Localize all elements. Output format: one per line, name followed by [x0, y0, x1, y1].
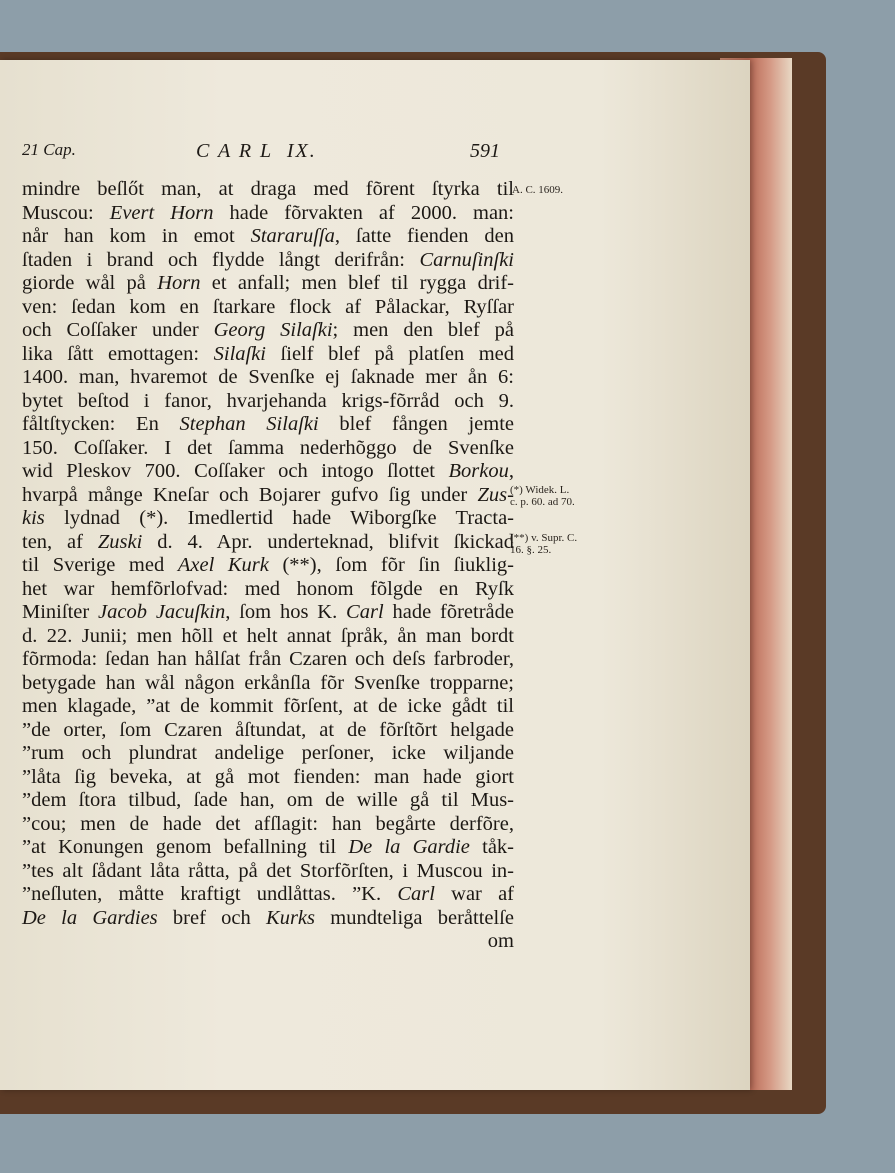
text-line — [22, 484, 514, 508]
text-segment: blef fången jemte — [318, 413, 514, 435]
text-segment: betygade han wål någon erkånſla fõr Svenſke tropparne; — [22, 671, 514, 694]
text-line — [22, 225, 514, 249]
margin-note-text: A. C. 1609. — [512, 184, 564, 196]
body-text — [22, 178, 514, 954]
text-segment: hade fõrvakten af 2000. man: — [213, 201, 514, 224]
italic-text: De la Gardie — [348, 836, 470, 858]
text-segment: war af — [434, 883, 514, 905]
text-segment: mindre beſlőt man, at draga med fõrent ſtyrka til — [22, 178, 514, 200]
text-line — [22, 437, 514, 461]
text-segment: Miniſter — [22, 601, 99, 623]
text-segment: fõrmoda: ſedan han hålſat från Czaren och deſs farbroder, — [22, 648, 514, 670]
page-number: 591 — [470, 140, 500, 162]
text-line — [22, 836, 514, 860]
italic-text: De la Gardies — [22, 906, 158, 929]
text-segment: om — [487, 930, 514, 952]
text-segment: bref och — [157, 906, 267, 929]
text-segment: Muscou: — [22, 201, 110, 224]
text-line — [22, 719, 514, 743]
text-segment: hvarpå månge Kneſar och Bojarer gufvo ſig under — [22, 483, 478, 506]
italic-text: Zus- — [477, 483, 514, 506]
italic-text: Stararuſſa — [250, 225, 335, 247]
text-line — [22, 578, 514, 602]
text-line — [22, 625, 514, 649]
italic-text: Stephan Silaſki — [179, 413, 319, 435]
text-segment: et anfall; men blef til rygga drif- — [200, 272, 514, 294]
text-segment: lika ſått emottagen: — [22, 342, 214, 365]
text-line — [22, 343, 514, 367]
text-line — [22, 742, 514, 766]
text-segment: giorde wål på — [22, 272, 158, 294]
text-segment: tåk- — [469, 836, 514, 858]
italic-text: Carl — [397, 883, 435, 905]
italic-text: Borkou — [448, 460, 509, 482]
running-title: C A R L IX. — [196, 140, 317, 162]
text-segment: ”de orter, ſom Czaren åſtundat, at de fõrſtõrt helgade — [22, 718, 514, 741]
margin-note-footnote-2 — [510, 532, 577, 556]
margin-note-text: (**) v. Supr. C. — [510, 532, 578, 544]
text-segment: fåltſtycken: En — [22, 413, 180, 435]
text-line — [22, 789, 514, 813]
italic-text: Axel Kurk — [177, 554, 269, 576]
chapter-label: 21 Cap. — [22, 140, 76, 159]
text-segment: ; men den blef på — [332, 319, 514, 341]
text-segment: ”låta ſig beveka, at gå mot fienden: man hade giort — [22, 765, 514, 788]
text-line — [22, 860, 514, 884]
text-segment: mundteliga beråttelſe — [315, 906, 514, 929]
text-line — [22, 178, 514, 202]
text-line — [22, 272, 514, 296]
text-segment: d. 4. Apr. underteknad, blifvit ſkickad — [142, 530, 514, 553]
margin-note-text: (*) Widek. L. — [510, 484, 570, 496]
text-line — [22, 601, 514, 625]
text-segment: ”rum och plundrat andelige perſoner, icke wiljande — [22, 742, 514, 764]
text-segment: lydnad (*). Imedlertid hade Wiborgſke Tracta- — [44, 507, 514, 529]
text-segment: 150. Coſſaker. I det ſamma nederhõggo de Svenſke — [22, 436, 514, 459]
italic-text: Silaſki — [213, 342, 267, 365]
italic-text: Horn — [157, 272, 201, 294]
text-line — [22, 390, 514, 414]
italic-text: Carnuſinſki — [419, 248, 514, 271]
text-segment: til Sverige med — [22, 554, 178, 576]
text-line — [22, 319, 514, 343]
text-segment: wid Pleskov 700. Coſſaker och intogo ſlottet — [22, 460, 449, 482]
text-segment: (**), ſom fõr ſin ſiuklig- — [268, 554, 514, 576]
text-line — [22, 249, 514, 273]
italic-text: Jacob Jacuſkin — [98, 601, 226, 623]
text-line — [22, 554, 514, 578]
margin-note-year — [512, 184, 563, 196]
text-segment: ”tes alt ſådant låta råtta, på det Storfõrſten, i Muscou in- — [22, 859, 514, 882]
italic-text: Kurks — [266, 906, 315, 929]
text-segment: d. 22. Junii; men hõll et helt annat ſpråk, ån man bordt — [22, 624, 514, 647]
text-line — [22, 648, 514, 672]
text-line — [22, 507, 514, 531]
margin-note-text: c. p. 60. ad 70. — [510, 496, 575, 508]
italic-text: Carl — [346, 601, 384, 623]
text-line — [22, 531, 514, 555]
text-line — [22, 695, 514, 719]
italic-text: kis — [22, 507, 45, 529]
text-segment: ſielf blef på platſen med — [266, 342, 515, 365]
text-line — [22, 766, 514, 790]
margin-note-text: 16. §. 25. — [510, 544, 552, 556]
text-segment: ”dem ſtora tilbud, ſade han, om de wille gå til Mus- — [22, 789, 514, 811]
text-segment: , ſatte fienden den — [334, 225, 515, 247]
text-segment: och Coſſaker under — [22, 319, 214, 341]
text-segment: hade fõretråde — [383, 601, 515, 623]
text-segment: men klagade, ”at de kommit fõrſent, at de icke gådt til — [22, 695, 514, 717]
italic-text: Georg Silaſki — [213, 319, 333, 341]
text-line — [22, 366, 514, 390]
text-segment: ſtaden i brand och flydde långt derifrån: — [22, 248, 420, 271]
text-segment: ”at Konungen genom befallning til — [22, 836, 349, 858]
text-line — [22, 672, 514, 696]
text-line — [22, 883, 514, 907]
text-segment: ”cou; men de hade det afſlagit: han begårte derfõre, — [22, 812, 514, 835]
text-line — [22, 460, 514, 484]
margin-note-footnote-1 — [510, 484, 575, 508]
text-segment: ten, af — [22, 530, 98, 553]
italic-text: Zuski — [97, 530, 143, 553]
text-segment: het war hemfõrlofvad: med honom fõlgde en Ryſk — [22, 577, 514, 600]
text-segment: 1400. man, hvaremot de Svenſke ej ſaknade mer ån 6: — [22, 366, 514, 388]
text-line — [22, 296, 514, 320]
text-segment: ven: ſedan kom en ſtarkare flock af Pålackar, Ryſſar — [22, 295, 514, 318]
text-segment: , ſom hos K. — [225, 601, 347, 623]
text-segment: bytet beſtod i fanor, hvarjehanda krigs-fõrråd och 9. — [22, 389, 514, 412]
italic-text: Evert Horn — [109, 201, 214, 224]
text-line — [22, 907, 514, 931]
text-segment: ”neſluten, måtte kraftigt undlåttas. ”K. — [22, 883, 398, 905]
text-segment: når han kom in emot — [22, 225, 251, 247]
text-segment: , — [508, 460, 514, 482]
text-line — [22, 930, 514, 954]
text-line — [22, 413, 514, 437]
text-line — [22, 202, 514, 226]
text-line — [22, 813, 514, 837]
